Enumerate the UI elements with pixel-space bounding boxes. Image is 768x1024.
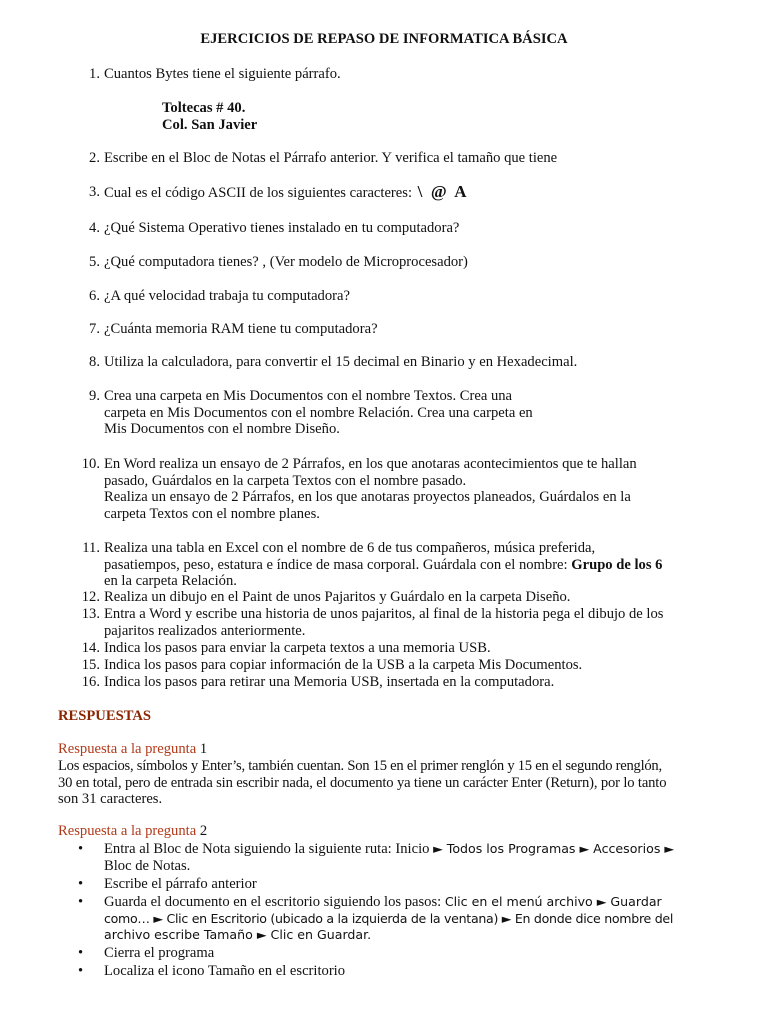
question-text: Indica los pasos para copiar información de la USB a la carpeta Mis Documentos.: [104, 657, 583, 673]
step-line: Bloc de Notas.: [104, 857, 191, 874]
step-path: Clic en el menú archivo ► Guardar: [444, 894, 662, 909]
question-text: ¿A qué velocidad trabaja tu computadora?: [104, 288, 350, 304]
answer-1-text: [58, 758, 728, 808]
question-line: En Word realiza un ensayo de 2 Párrafos, en los que anotaras acontecimientos que te hallan: [104, 456, 637, 472]
answer-2-step-1: [78, 841, 724, 874]
question-5: [89, 254, 724, 271]
address-line-2: Col. San Javier: [162, 117, 258, 133]
question-number: 1.: [89, 66, 100, 82]
question-8: [89, 354, 724, 371]
answers-heading: RESPUESTAS: [58, 708, 151, 724]
question-line: carpeta en Mis Documentos con el nombre Relación. Crea una carpeta en: [104, 404, 533, 421]
question-line: Realiza una tabla en Excel con el nombre de 6 de tus compañeros, música preferida,: [104, 540, 596, 556]
question-text: Realiza un dibujo en el Paint de unos Pajaritos y Guárdalo en la carpeta Diseño.: [104, 589, 571, 605]
question-2: [89, 150, 724, 167]
step-text: Guarda el documento en el escritorio siguiendo los pasos:: [104, 894, 442, 910]
question-number: 15.: [81, 657, 100, 673]
question-number: 13.: [81, 606, 100, 622]
answer-label: Respuesta a la pregunta: [58, 741, 197, 757]
question-11: [82, 540, 724, 590]
question-1: [89, 66, 724, 83]
ascii-symbols: \ @ A: [417, 182, 467, 201]
question-3: [89, 182, 724, 202]
question-4: [89, 220, 724, 237]
question-line: Entra a Word y escribe una historia de unos pajaritos, al final de la historia pega el dibujo de los: [104, 606, 664, 622]
question-line: Realiza un ensayo de 2 Párrafos, en los que anotaras proyectos planeados, Guárdalos en la: [104, 489, 631, 506]
question-6: [89, 288, 724, 305]
question-15: [81, 657, 724, 674]
question-14: [81, 640, 724, 657]
answer-2-step-5: [78, 963, 724, 980]
question-line: pajaritos realizados anteriormente.: [104, 622, 306, 639]
question-line-text: pasatiempos, peso, estatura e índice de masa corporal. Guárdala con el nombre:: [104, 556, 568, 573]
question-13: [81, 606, 724, 639]
question-line: Crea una carpeta en Mis Documentos con el nombre Textos. Crea una: [104, 388, 513, 404]
question-text: Cual es el código ASCII de los siguientes caracteres:: [104, 185, 413, 201]
bullet: •: [78, 963, 84, 979]
question-number: 7.: [89, 321, 100, 337]
question-text: Utiliza la calculadora, para convertir el 15 decimal en Binario y en Hexadecimal.: [104, 354, 578, 370]
file-name-bold: Grupo de los 6: [571, 556, 663, 573]
bullet: •: [78, 894, 84, 910]
bullet: •: [78, 841, 84, 857]
question-16: [81, 674, 724, 691]
question-number: 3.: [89, 184, 100, 200]
question-12: [81, 589, 724, 606]
answer-2-step-2: [78, 876, 724, 893]
question-text: ¿Cuánta memoria RAM tiene tu computadora?: [104, 321, 378, 337]
answer-label: Respuesta a la pregunta: [58, 823, 197, 839]
bullet: •: [78, 876, 84, 892]
answer-line: son 31 caracteres.: [58, 791, 163, 808]
bullet: •: [78, 945, 84, 961]
question-number: 10.: [81, 456, 100, 472]
question-text: Indica los pasos para enviar la carpeta textos a una memoria USB.: [104, 640, 491, 656]
question-number: 11.: [82, 540, 100, 556]
question-line: carpeta Textos con el nombre planes.: [104, 505, 320, 522]
question-number: 2.: [89, 150, 100, 166]
step-text: Escribe el párrafo anterior: [104, 876, 257, 892]
question-number: 14.: [81, 640, 100, 656]
step-text: Entra al Bloc de Nota siguiendo la siguiente ruta: Inicio: [104, 841, 430, 857]
answer-2-step-4: [78, 945, 724, 962]
question-number: 8.: [89, 354, 100, 370]
question-number: 9.: [89, 388, 100, 404]
question-text: Escribe en el Bloc de Notas el Párrafo anterior. Y verifica el tamaño que tiene: [104, 150, 558, 166]
question-10: [81, 456, 724, 522]
question-number: 5.: [89, 254, 100, 270]
question-line: [104, 557, 724, 574]
answer-line: 30 en total, pero de entrada sin escribir nada, el documento ya tiene un carácter Enter (Return), por lo tanto: [58, 774, 667, 791]
answer-2-heading: [58, 823, 207, 840]
step-line: [104, 841, 724, 858]
question-line: Mis Documentos con el nombre Diseño.: [104, 421, 340, 438]
answer-number: 2: [199, 823, 208, 839]
answer-number: 1: [199, 741, 208, 757]
step-text: Localiza el icono Tamaño en el escritorio: [104, 963, 346, 979]
address-line-1: Toltecas # 40.: [162, 100, 246, 116]
document-title: EJERCICIOS DE REPASO DE INFORMATICA BÁSICA: [200, 31, 568, 47]
step-line: archivo escribe Tamaño ► Clic en Guardar.: [104, 927, 372, 943]
question-number: 12.: [81, 589, 100, 605]
question-text: ¿Qué Sistema Operativo tienes instalado en tu computadora?: [104, 220, 460, 236]
answer-line: Los espacios, símbolos y Enter’s, también cuentan. Son 15 en el primer renglón y 15 en el segundo renglón,: [58, 758, 662, 774]
question-line: en la carpeta Relación.: [104, 573, 237, 590]
question-9: [89, 388, 724, 438]
answer-1-heading: [58, 741, 207, 758]
step-line: como… ► Clic en Escritorio (ubicado a la izquierda de la ventana) ► En donde dice nombre del: [104, 910, 674, 926]
step-path: ► Todos los Programas ► Accesorios ►: [433, 841, 675, 856]
question-7: [89, 321, 724, 338]
question-text: Indica los pasos para retirar una Memoria USB, insertada en la computadora.: [104, 674, 555, 690]
step-line: [104, 894, 724, 911]
question-text: ¿Qué computadora tienes? , (Ver modelo de Microprocesador): [104, 254, 468, 270]
question-number: 6.: [89, 288, 100, 304]
question-number: 4.: [89, 220, 100, 236]
answer-2-step-3: [78, 894, 724, 944]
step-text: Cierra el programa: [104, 945, 215, 961]
question-line: pasado, Guárdalos en la carpeta Textos con el nombre pasado.: [104, 472, 467, 489]
question-text: Cuantos Bytes tiene el siguiente párrafo.: [104, 66, 341, 82]
question-number: 16.: [81, 674, 100, 690]
